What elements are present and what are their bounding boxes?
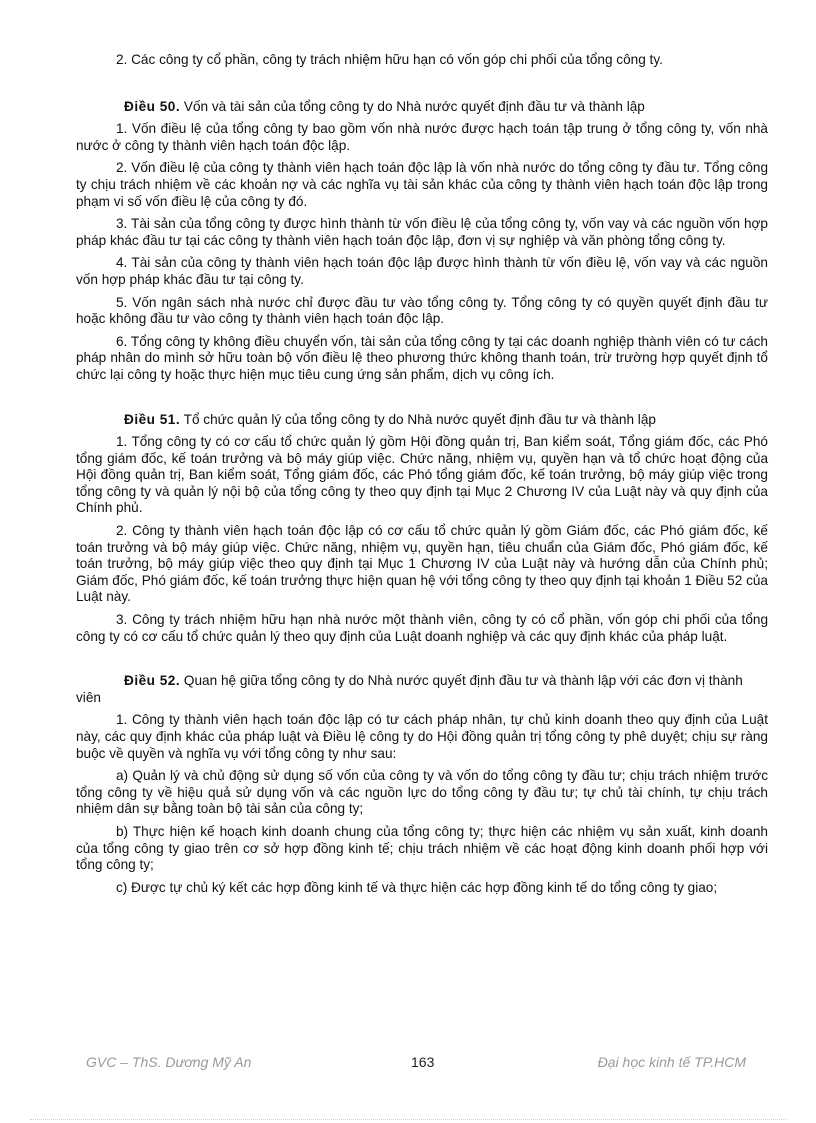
spacer <box>76 390 768 412</box>
paragraph: c) Được tự chủ ký kết các hợp đồng kinh tế và thực hiện các hợp đồng kinh tế do tổng công ty giao; <box>116 879 718 895</box>
page-number: 163 <box>411 1054 435 1070</box>
paragraph: 4. Tài sản của công ty thành viên hạch toán độc lập được hình thành từ vốn điều lệ, vốn vay và các nguồn vốn hợp pháp khác đầu tư tại công ty. <box>76 255 768 287</box>
section-title: Vốn và tài sản của tổng công ty do Nhà nước quyết định đầu tư và thành lập <box>183 98 645 114</box>
paragraph: a) Quản lý và chủ động sử dụng số vốn của công ty và vốn do tổng công ty đầu tư; chịu trách nhiệm trước tổng công ty về hiệu quả sử dụng vốn và các nguồn lực do tổng công ty đầu tư; tự chủ tài chính, tự chịu trách nhiệm dân sự bằng toàn bộ tài sản của công ty; <box>76 768 768 817</box>
paragraph: 3. Công ty trách nhiệm hữu hạn nhà nước một thành viên, công ty có cổ phần, vốn góp chi phối của tổng công ty có cơ cấu tổ chức quản lý theo quy định của Luật doanh nghiệp và các quy định khác của pháp luật. <box>76 612 768 644</box>
section-dieu-52 <box>76 673 768 896</box>
paragraph: 1. Vốn điều lệ của tổng công ty bao gồm vốn nhà nước được hạch toán tập trung ở tổng công ty, vốn nhà nước ở công ty thành viên hạch toán độc lập. <box>76 121 768 153</box>
paragraph: 6. Tổng công ty không điều chuyển vốn, tài sản của tổng công ty tại các doanh nghiệp thành viên có tư cách pháp nhân do mình sở hữu toàn bộ vốn điều lệ theo phương thức không thanh toán, trừ trường hợp quyết định tổ chức lại công ty hoặc thực hiện mục tiêu cung ứng sản phẩm, dịch vụ công ích. <box>76 333 768 382</box>
section-heading <box>76 99 768 116</box>
section-dieu-50 <box>76 99 768 384</box>
section-heading <box>76 673 768 706</box>
paragraph: 1. Công ty thành viên hạch toán độc lập có tư cách pháp nhân, tự chủ kinh doanh theo quy định của Luật này, các quy định khác của pháp luật và Điều lệ công ty do Hội đồng quản trị tổng công ty phê duyệt; chịu sự ràng buộc về quyền và nghĩa vụ với tổng công ty như sau: <box>76 712 768 761</box>
intro-paragraph: 2. Các công ty cổ phần, công ty trách nhiệm hữu hạn có vốn góp chi phối của tổng công ty. <box>116 52 663 67</box>
paragraph: 5. Vốn ngân sách nhà nước chỉ được đầu tư vào tổng công ty. Tổng công ty có quyền quyết định đầu tư hoặc không đầu tư vào công ty thành viên hạch toán độc lập. <box>76 294 768 327</box>
section-dieu-51 <box>76 412 768 646</box>
footer-institution: Đại học kinh tế TP.HCM <box>597 1054 746 1070</box>
page-content <box>76 52 768 902</box>
section-heading <box>76 412 768 429</box>
paragraph: 3. Tài sản của tổng công ty được hình thành từ vốn điều lệ của tổng công ty, vốn vay và các nguồn vốn hợp pháp khác đầu tư tại các công ty thành viên hạch toán độc lập, đơn vị sự nghiệp và văn phòng tổng công ty. <box>76 216 768 248</box>
paragraph: 1. Tổng công ty có cơ cấu tổ chức quản lý gồm Hội đồng quản trị, Ban kiểm soát, Tổng giám đốc, các Phó tổng giám đốc, kế toán trưởng và bộ máy giúp việc. Chức năng, nhiệm vụ, quyền hạn và tổ chức hoạt động của Hội đồng quản trị, Ban kiểm soát, Tổng giám đốc, các Phó tổng giám đốc, kế toán trưởng, bộ máy giúp việc trong tổng công ty và quản lý nội bộ của tổng công ty theo quy định tại Mục 2 Chương IV của Luật này và quy định của Chính phủ. <box>76 434 768 516</box>
section-title: Tổ chức quản lý của tổng công ty do Nhà nước quyết định đầu tư và thành lập <box>183 411 656 427</box>
section-label: Điều 51. <box>124 411 181 427</box>
section-label: Điều 52. <box>124 673 181 689</box>
paragraph: 2. Công ty thành viên hạch toán độc lập có cơ cấu tổ chức quản lý gồm Giám đốc, các Phó giám đốc, kế toán trưởng và bộ máy giúp việc. Chức năng, nhiệm vụ, quyền hạn, tiêu chuẩn của Giám đốc, Phó giám đốc, kế toán trưởng, bộ máy giúp việc theo quy định tại Mục 1 Chương IV của Luật này và hướng dẫn của Chính phủ; Giám đốc, Phó giám đốc, kế toán trưởng thực hiện quan hệ với tổng công ty theo quy định tại khoản 1 Điều 52 của Luật này. <box>76 523 768 605</box>
page-bottom-divider <box>30 1119 786 1120</box>
footer-author: GVC – ThS. Dương Mỹ An <box>86 1054 252 1070</box>
section-label: Điều 50. <box>124 98 181 114</box>
paragraph: 2. Vốn điều lệ của công ty thành viên hạch toán độc lập là vốn nhà nước do tổng công ty đầu tư. Tổng công ty chịu trách nhiệm về các khoản nợ và các nghĩa vụ tài sản khác của công ty thành viên hạch toán độc lập trong phạm vi số vốn điều lệ của công ty đó. <box>76 160 768 209</box>
paragraph: b) Thực hiện kế hoạch kinh doanh chung của tổng công ty; thực hiện các nhiệm vụ sản xuất, kinh doanh của tổng công ty giao trên cơ sở hợp đồng kinh tế; chịu trách nhiệm về các hoạt động kinh doanh phối hợp với tổng công ty; <box>76 823 768 873</box>
section-title: Quan hệ giữa tổng công ty do Nhà nước quyết định đầu tư và thành lập với các đơn vị thành viên <box>76 673 743 705</box>
spacer <box>76 651 768 673</box>
